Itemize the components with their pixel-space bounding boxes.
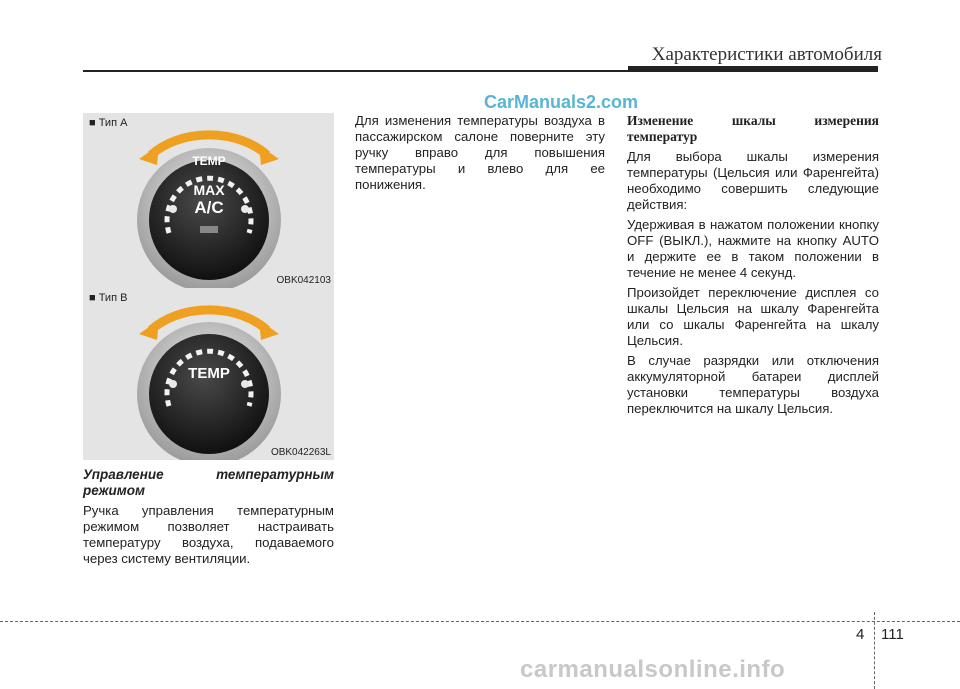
page-separator xyxy=(874,612,876,689)
figure-b-code: OBK042263L xyxy=(270,447,331,458)
footer-rule xyxy=(0,621,960,622)
knob-a-line2: A/C xyxy=(194,198,224,217)
page-number: 111 xyxy=(881,626,904,643)
middle-column-body: Для изменения температуры воздуха в пассажирском салоне поверните эту ручку вправо для повышения температуры и влево для ее понижения. xyxy=(355,113,605,192)
knob-b-top-label: TEMP xyxy=(188,365,230,382)
knob-a-illustration xyxy=(83,113,334,288)
watermark-top: CarManuals2.com xyxy=(484,92,639,112)
right-column-p1: Для выбора шкалы измерения температуры (Цельсия или Фаренгейта) необходимо совершить следующие действия: xyxy=(627,149,879,212)
figure-type-b xyxy=(83,288,334,460)
knob-b-illustration xyxy=(83,288,334,460)
watermark-bottom: carmanualsonline.info xyxy=(520,656,786,683)
chapter-number: 4 xyxy=(856,626,865,643)
middle-column xyxy=(355,113,605,197)
figure-b-label: ■ Тип B xyxy=(89,292,128,304)
figure-type-a xyxy=(83,113,334,288)
right-column xyxy=(627,113,879,421)
left-column xyxy=(83,467,334,571)
section-heading-temperature: Управление температурным режимом xyxy=(83,467,334,498)
right-column-p3: Произойдет переключение дисплея со шкалы Цельсия на шкалу Фаренгейта или со шкалы Фаренгейта на шкалу Цельсия. xyxy=(627,285,879,348)
knob-a-top-label: TEMP xyxy=(192,154,226,168)
knob-a-indicator xyxy=(200,226,218,233)
knob-a-line1: MAX xyxy=(193,182,225,198)
left-column-body: Ручка управления температурным режимом позволяет настраивать температуру воздуха, подаваемого через систему вентиляции. xyxy=(83,503,334,566)
header-rule-accent xyxy=(628,66,878,71)
right-column-p2: Удерживая в нажатом положении кнопку OFF (ВЫКЛ.), нажмите на кнопку AUTO и держите ее в таком положении в течение не менее 4 секунд. xyxy=(627,217,879,280)
page-header-title: Характеристики автомобиля xyxy=(651,44,882,65)
figure-a-label: ■ Тип A xyxy=(89,117,128,129)
right-column-p4: В случае разрядки или отключения аккумуляторной батареи дисплей установки температуры воздуха переключится на шкалу Цельсия. xyxy=(627,353,879,416)
section-heading-scale: Изменение шкалы измерения температур xyxy=(627,113,879,144)
figure-a-code: OBK042103 xyxy=(276,275,331,286)
